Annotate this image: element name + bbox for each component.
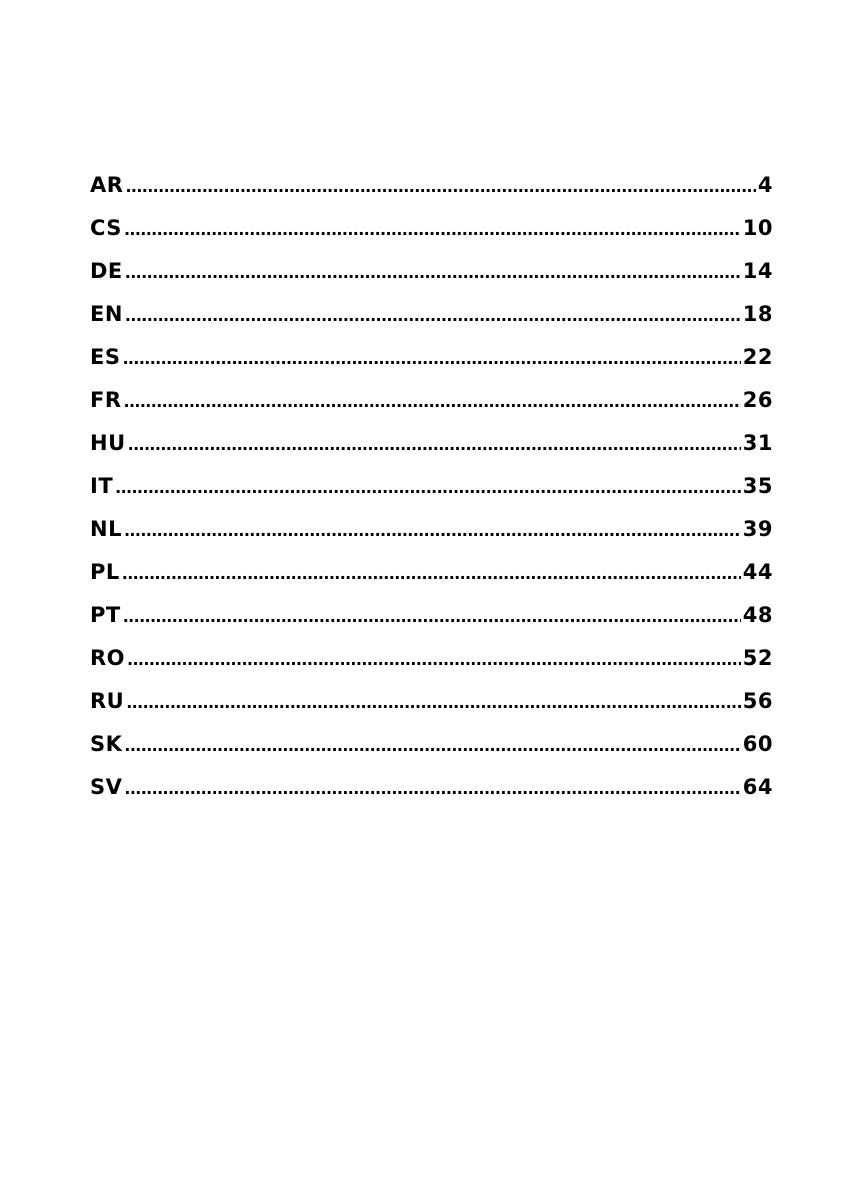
toc-entry-ru[interactable] bbox=[90, 688, 773, 731]
toc-entry-page: 39 bbox=[742, 517, 773, 541]
dot-leader bbox=[124, 387, 741, 415]
toc-entry-label: ES bbox=[90, 345, 121, 369]
toc-entry-label: PT bbox=[90, 603, 121, 627]
toc-entry-page: 48 bbox=[742, 603, 773, 627]
toc-entry-page: 44 bbox=[742, 560, 773, 584]
toc-entry-es[interactable] bbox=[90, 344, 773, 387]
dot-leader bbox=[124, 731, 740, 759]
toc-entry-page: 60 bbox=[742, 732, 773, 756]
toc-entry-de[interactable] bbox=[90, 258, 773, 301]
toc-entry-label: AR bbox=[90, 173, 124, 197]
toc-entry-label: PL bbox=[90, 560, 120, 584]
toc-entry-label: HU bbox=[90, 431, 126, 455]
toc-entry-page: 64 bbox=[742, 775, 773, 799]
dot-leader bbox=[126, 688, 741, 716]
toc-entry-page: 52 bbox=[742, 646, 773, 670]
toc-entry-hu[interactable] bbox=[90, 430, 773, 473]
dot-leader bbox=[125, 172, 755, 200]
toc-entry-page: 4 bbox=[757, 173, 773, 197]
toc-entry-sv[interactable] bbox=[90, 774, 773, 817]
dot-leader bbox=[122, 344, 740, 372]
toc-entry-page: 26 bbox=[742, 388, 773, 412]
toc-entry-ar[interactable] bbox=[90, 172, 773, 215]
toc-entry-page: 14 bbox=[742, 259, 773, 283]
toc-entry-page: 56 bbox=[742, 689, 773, 713]
toc-entry-label: DE bbox=[90, 259, 123, 283]
dot-leader bbox=[125, 258, 741, 286]
dot-leader bbox=[125, 301, 741, 329]
table-of-contents bbox=[90, 172, 773, 817]
toc-entry-label: NL bbox=[90, 517, 122, 541]
dot-leader bbox=[115, 473, 741, 501]
toc-entry-pl[interactable] bbox=[90, 559, 773, 602]
toc-entry-label: RO bbox=[90, 646, 126, 670]
dot-leader bbox=[128, 430, 741, 458]
toc-entry-it[interactable] bbox=[90, 473, 773, 516]
toc-entry-page: 10 bbox=[742, 216, 773, 240]
dot-leader bbox=[123, 602, 741, 630]
dot-leader bbox=[124, 215, 741, 243]
toc-entry-label: IT bbox=[90, 474, 114, 498]
toc-entry-label: RU bbox=[90, 689, 125, 713]
toc-entry-label: FR bbox=[90, 388, 122, 412]
toc-entry-label: EN bbox=[90, 302, 123, 326]
toc-entry-label: SK bbox=[90, 732, 123, 756]
toc-entry-ro[interactable] bbox=[90, 645, 773, 688]
toc-entry-page: 18 bbox=[742, 302, 773, 326]
toc-entry-en[interactable] bbox=[90, 301, 773, 344]
toc-entry-sk[interactable] bbox=[90, 731, 773, 774]
toc-entry-fr[interactable] bbox=[90, 387, 773, 430]
toc-entry-label: CS bbox=[90, 216, 122, 240]
toc-entry-cs[interactable] bbox=[90, 215, 773, 258]
dot-leader bbox=[122, 559, 741, 587]
dot-leader bbox=[124, 774, 740, 802]
toc-entry-page: 31 bbox=[742, 431, 773, 455]
toc-entry-pt[interactable] bbox=[90, 602, 773, 645]
toc-entry-page: 22 bbox=[742, 345, 773, 369]
dot-leader bbox=[127, 645, 741, 673]
toc-entry-nl[interactable] bbox=[90, 516, 773, 559]
dot-leader bbox=[124, 516, 741, 544]
toc-entry-page: 35 bbox=[742, 474, 773, 498]
toc-entry-label: SV bbox=[90, 775, 123, 799]
